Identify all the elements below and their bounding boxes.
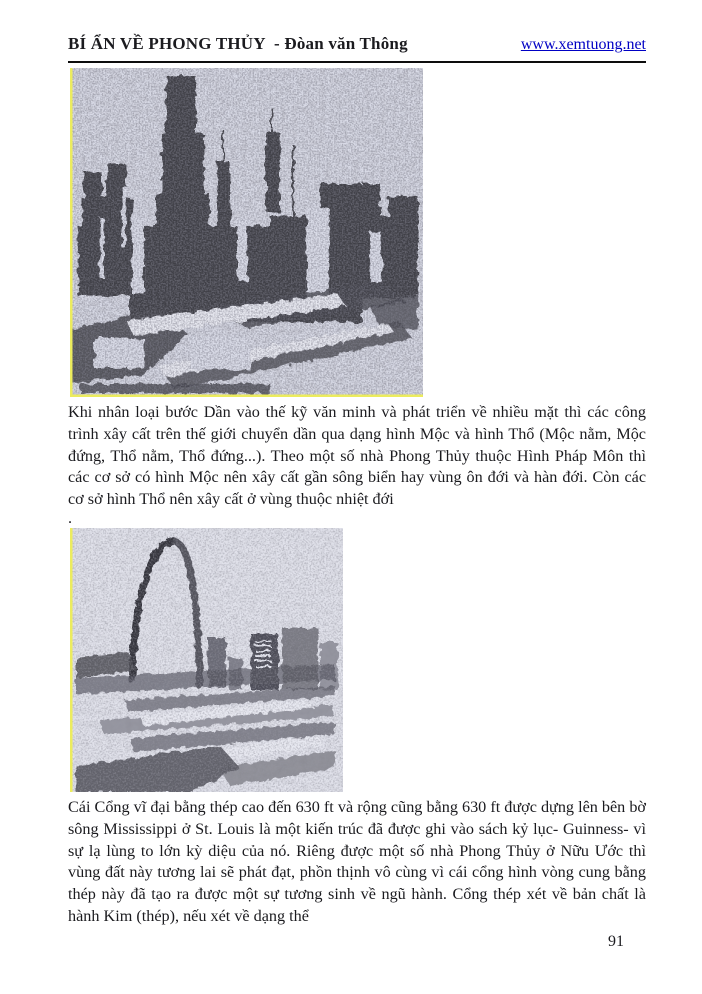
book-title: BÍ ẨN VỀ PHONG THỦY - Đòan văn Thông <box>68 34 408 53</box>
stray-period-line: . <box>68 508 73 527</box>
figure-city-skyline <box>70 68 423 397</box>
header-rule <box>68 61 646 63</box>
city-skyline-image <box>70 68 423 397</box>
paragraph-moc-tho: Khi nhân loại bước Dần vào thế kỹ văn minh và phát triển về nhiều mặt thì các công trình xây cất trên thế giới chuyển dần qua dạng hình Mộc và hình Thổ (Mộc nằm, Mộc đứng, Thổ nằm, Thổ đứng...). Theo một số nhà Phong Thủy thuộc Hình Pháp Môn thì các cơ sở có hình Mộc nên xây cất gần sông biển hay vùng ôn đới và hàn đới. Còn các cơ sở hình Thổ nên xây cất ở vùng thuộc nhiệt đới <box>68 403 646 509</box>
page-header <box>68 34 646 54</box>
website-link[interactable]: www.xemtuong.net <box>520 36 646 53</box>
page-number: 91 <box>608 933 624 950</box>
figure-gateway-arch <box>70 528 343 792</box>
gateway-arch-image <box>70 528 343 792</box>
paragraph-gateway-arch: Cái Cổng vĩ đại bằng thép cao đến 630 ft và rộng cũng bằng 630 ft được dựng lên bên bờ sông Mississippi ở St. Louis là một kiến trúc đã được ghi vào sách kỷ lục- Guinness- vì sự lạ lùng to lớn kỳ diệu của nó. Riêng được một số nhà Phong Thủy ở Nữu Ước thì vùng đất này tương lai sẽ phát đạt, phồn thịnh vô cùng vì cái cổng hình vòng cung bằng thép này đã tạo ra được một sự tương sinh về ngũ hành. Cổng thép xét về bản chất là hành Kim (thép), nếu xét về dạng thể <box>68 797 646 925</box>
